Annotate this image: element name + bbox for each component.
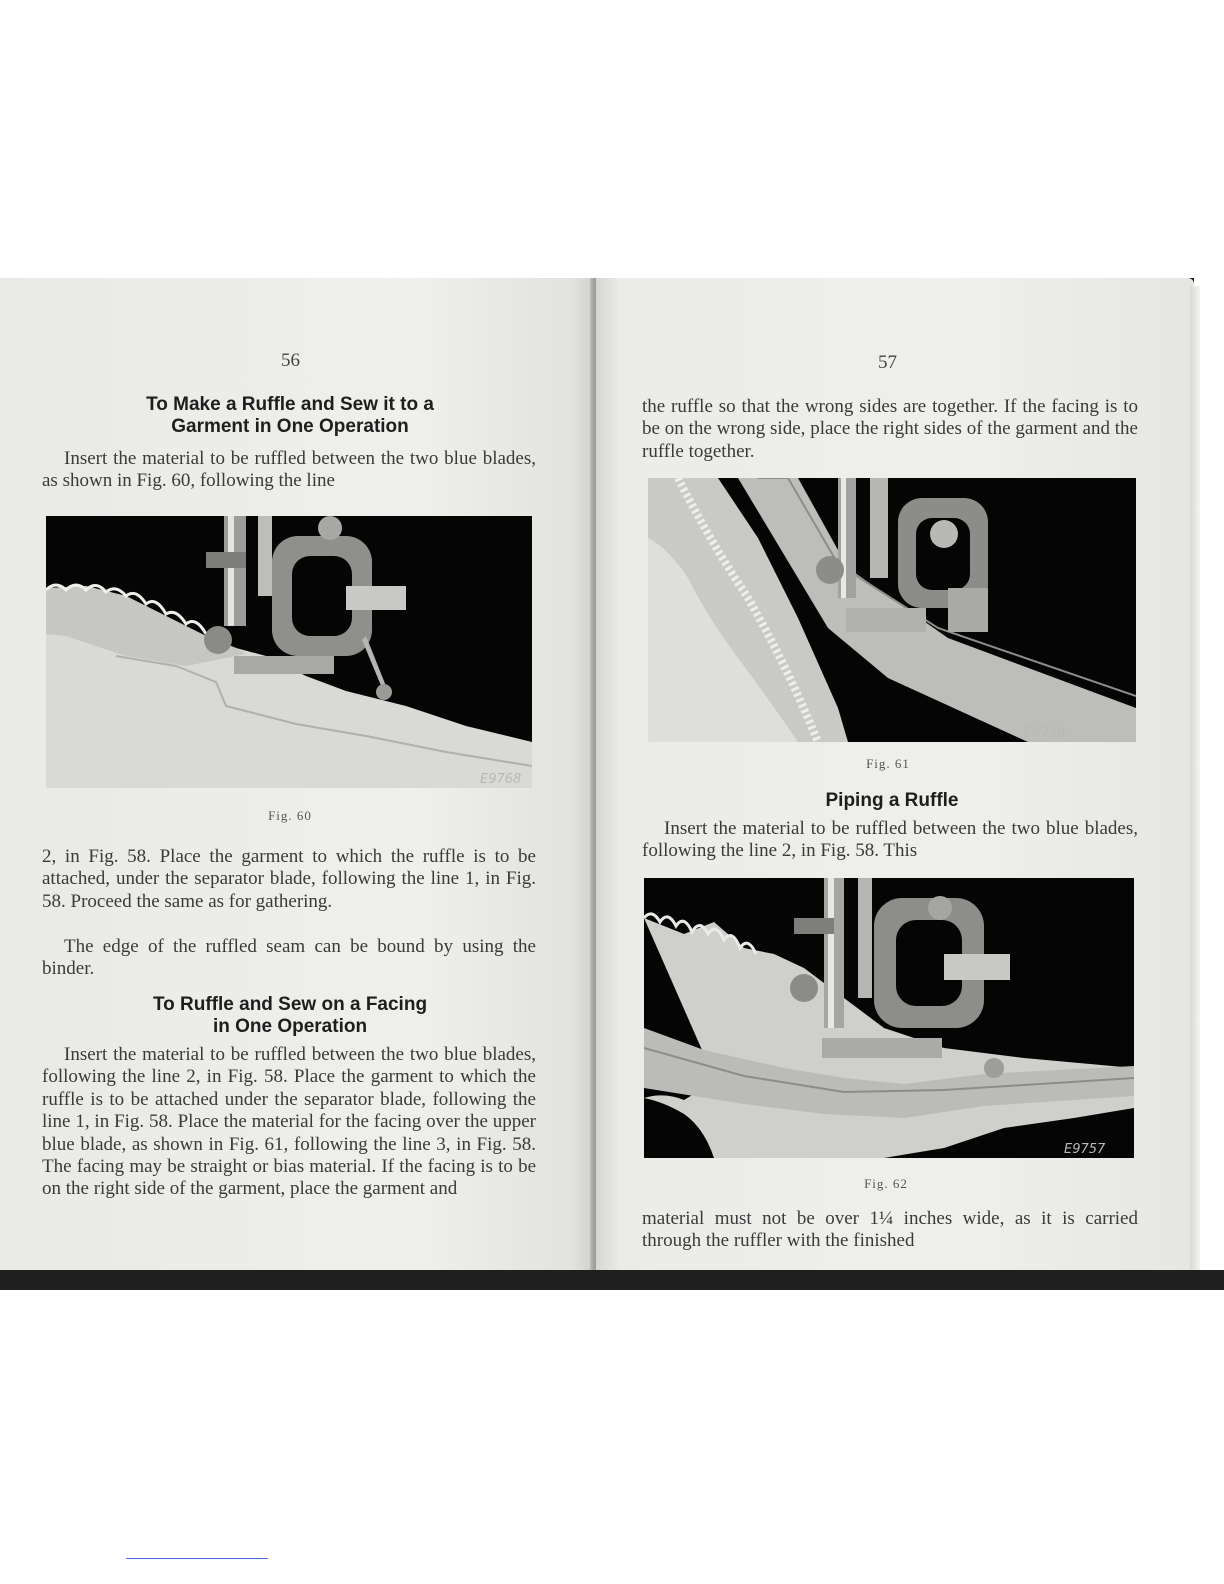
right-page-edge <box>1190 286 1200 1270</box>
heading-piping-ruffle: Piping a Ruffle <box>825 790 959 811</box>
book-spread <box>0 278 1224 1290</box>
paragraph-ruffle-sides: the ruffle so that the wrong sides are together. If the facing is to be on the wrong side, place the right sides of the garment and the ruffle together. <box>642 396 1138 462</box>
left-page <box>0 278 596 1274</box>
figure-60-plate-number: E9768 <box>480 772 522 787</box>
figure-61-caption: Fig. 61 <box>866 756 910 771</box>
paragraph-binder: The edge of the ruffled seam can be bound by using the binder. <box>42 936 536 980</box>
paragraph-piping-insert: Insert the material to be ruffled between the two blue blades, following the line 2, in Fig. 58. This <box>642 818 1138 862</box>
figure-62-plate-number: E9757 <box>1064 1142 1106 1157</box>
figure-62-photo <box>644 878 1134 1158</box>
blue-underline-mark <box>126 1558 268 1559</box>
page-number-left: 56 <box>281 350 300 371</box>
heading-ruffle-facing-line-1: To Ruffle and Sew on a Facing <box>152 994 428 1015</box>
heading-make-ruffle-line-2: Garment in One Operation <box>171 416 409 437</box>
figure-62-caption: Fig. 62 <box>864 1176 908 1191</box>
figure-60-photo <box>46 516 532 788</box>
paragraph-material-width: material must not be over 1¼ inches wide, as it is carried through the ruffler with the finished <box>642 1208 1138 1252</box>
paragraph-place-garment: 2, in Fig. 58. Place the garment to which the ruffle is to be attached, under the separator blade, following the line 1, in Fig. 58. Proceed the same as for gathering. <box>42 846 536 912</box>
figure-60-caption: Fig. 60 <box>268 808 312 823</box>
page-number-right: 57 <box>878 352 897 373</box>
heading-ruffle-facing <box>60 994 520 1038</box>
right-page <box>596 278 1194 1274</box>
heading-make-ruffle-line-1: To Make a Ruffle and Sew it to a <box>146 394 434 415</box>
bottom-shadow <box>0 1270 1224 1290</box>
paragraph-facing-instructions: Insert the material to be ruffled between the two blue blades, following the line 2, in Fig. 58. Place the garment to which the ruffle is to be attached under the separator blade, following the line 1, in Fig. 58. Place the material for the facing over the upper blue blade, as shown in Fig. 61, following the line 3, in Fig. 58. The facing may be straight or bias material. If the facing is to be on the right side of the garment, place the garment and <box>42 1044 536 1200</box>
figure-61-plate-number: E9759 <box>1024 726 1066 741</box>
paragraph-insert-material: Insert the material to be ruffled between the two blue blades, as shown in Fig. 60, following the line <box>42 448 536 492</box>
heading-ruffle-facing-line-2: in One Operation <box>212 1016 368 1037</box>
figure-61-photo <box>648 478 1136 742</box>
heading-make-ruffle <box>60 394 520 438</box>
